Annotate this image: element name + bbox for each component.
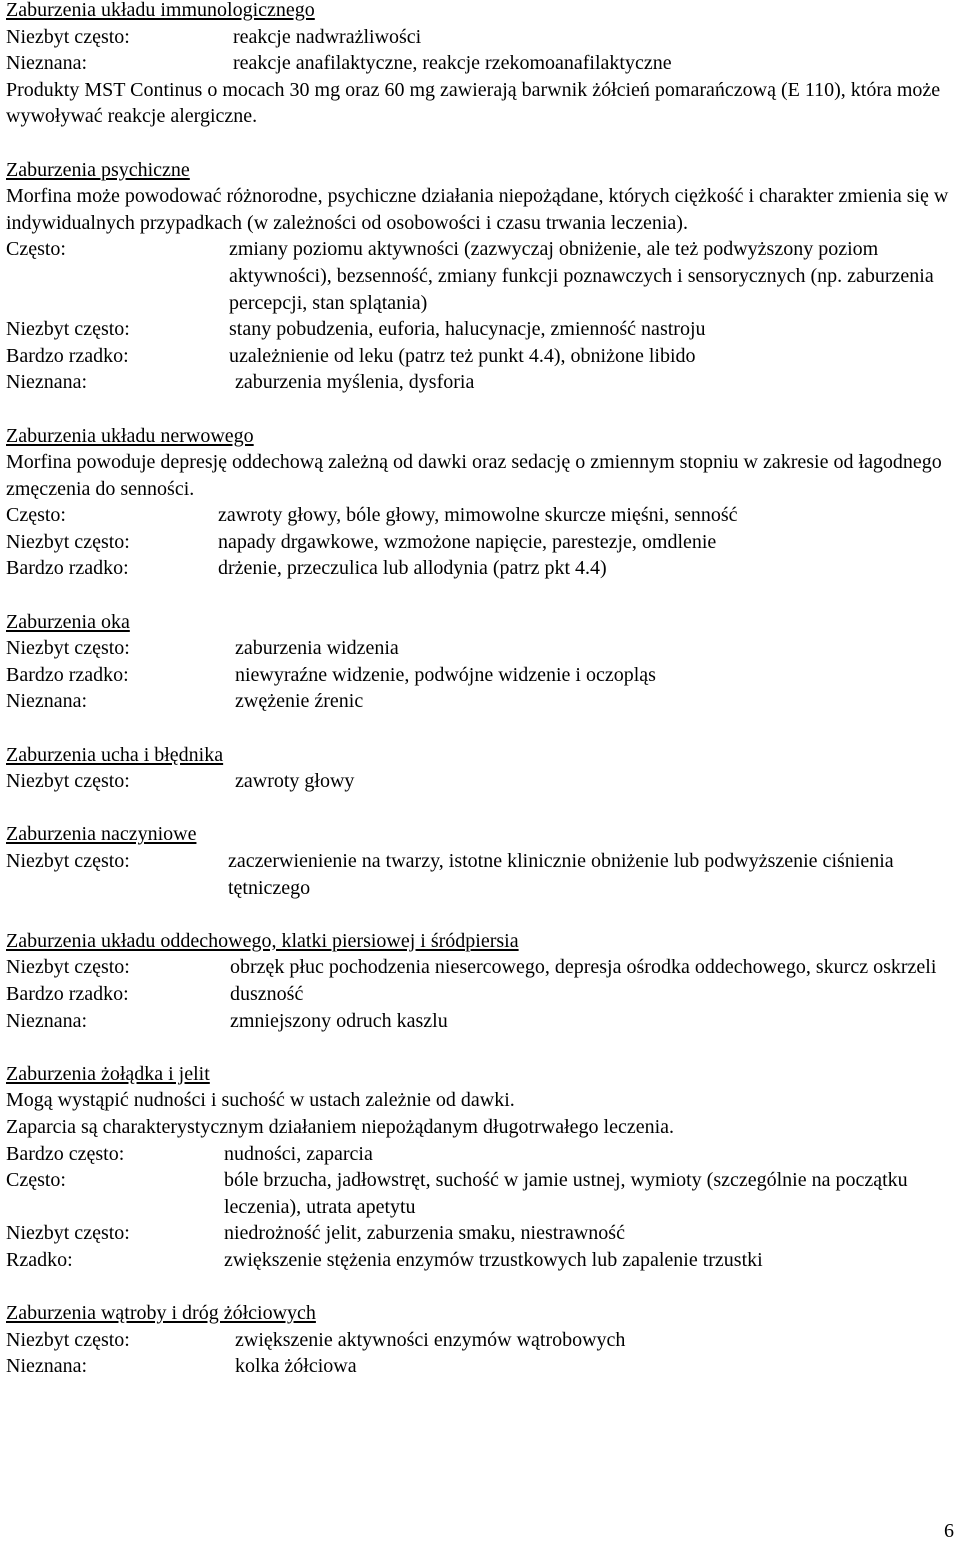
frequency-row bbox=[6, 369, 956, 396]
effect-text: reakcje nadwrażliwości bbox=[233, 25, 422, 48]
section-heading: Zaburzenia oka bbox=[6, 610, 130, 633]
document-body bbox=[6, 0, 956, 1380]
frequency-row bbox=[6, 1008, 956, 1035]
section-heading: Zaburzenia żołądka i jelit bbox=[6, 1062, 210, 1085]
paragraph: Produkty MST Continus o mocach 30 mg oraz 60 mg zawierają barwnik żółcień pomarańczową (E 110), która może wywoływać reakcje alergiczne. bbox=[6, 78, 941, 128]
section-vascular bbox=[6, 821, 956, 901]
frequency-row bbox=[6, 50, 956, 77]
section-hepatobiliary bbox=[6, 1300, 956, 1380]
frequency-label: Bardzo często: bbox=[6, 1142, 125, 1165]
frequency-row bbox=[6, 316, 956, 343]
section-heading: Zaburzenia ucha i błędnika bbox=[6, 743, 224, 766]
frequency-row bbox=[6, 529, 956, 556]
frequency-row bbox=[6, 848, 956, 901]
effect-text: nudności, zaparcia bbox=[224, 1142, 373, 1165]
frequency-row bbox=[6, 688, 956, 715]
frequency-label: Bardzo rzadko: bbox=[6, 663, 129, 686]
section-eye bbox=[6, 609, 956, 715]
frequency-label: Niezbyt często: bbox=[6, 25, 130, 48]
section-heading: Zaburzenia psychiczne bbox=[6, 158, 190, 181]
frequency-label: Rzadko: bbox=[6, 1248, 73, 1271]
frequency-label: Niezbyt często: bbox=[6, 530, 130, 553]
section-heading: Zaburzenia wątroby i dróg żółciowych bbox=[6, 1302, 316, 1325]
frequency-label: Często: bbox=[6, 238, 66, 261]
section-heading: Zaburzenia układu oddechowego, klatki piersiowej i śródpiersia bbox=[6, 929, 519, 952]
effect-text: zmniejszony odruch kaszlu bbox=[230, 1009, 448, 1032]
paragraph: Mogą wystąpić nudności i suchość w ustach zależnie od dawki. bbox=[6, 1089, 515, 1112]
frequency-row bbox=[6, 1327, 956, 1354]
effect-text: obrzęk płuc pochodzenia niesercowego, depresja ośrodka oddechowego, skurcz oskrzeli bbox=[230, 956, 937, 979]
frequency-row bbox=[6, 768, 956, 795]
effect-text: zaburzenia myślenia, dysforia bbox=[235, 371, 475, 394]
effect-text: zwiększenie aktywności enzymów wątrobowych bbox=[235, 1328, 626, 1351]
frequency-row bbox=[6, 1220, 956, 1247]
section-psychiatric bbox=[6, 157, 956, 396]
effect-text: stany pobudzenia, euforia, halucynacje, zmienność nastroju bbox=[229, 318, 706, 341]
frequency-row bbox=[6, 635, 956, 662]
section-heading: Zaburzenia układu nerwowego bbox=[6, 424, 254, 447]
frequency-row bbox=[6, 981, 956, 1008]
section-respiratory bbox=[6, 928, 956, 1034]
paragraph: Morfina może powodować różnorodne, psychiczne działania niepożądane, których ciężkość i charakter zmienia się w indywidualnych przypadkach (w zależności od osobowości i czasu trwania leczenia). bbox=[6, 185, 949, 234]
frequency-label: Nieznana: bbox=[6, 1355, 88, 1378]
effect-text: kolka żółciowa bbox=[235, 1355, 357, 1378]
frequency-label: Niezbyt często: bbox=[6, 1222, 130, 1245]
section-heading: Zaburzenia naczyniowe bbox=[6, 823, 197, 846]
effect-text: reakcje anafilaktyczne, reakcje rzekomoanafilaktyczne bbox=[233, 52, 672, 75]
paragraph: Zaparcia są charakterystycznym działaniem niepożądanym długotrwałego leczenia. bbox=[6, 1115, 675, 1138]
effect-text: duszność bbox=[230, 982, 304, 1005]
frequency-label: Bardzo rzadko: bbox=[6, 982, 129, 1005]
section-nervous bbox=[6, 423, 956, 583]
page-number: 6 bbox=[944, 1520, 954, 1542]
frequency-row bbox=[6, 954, 956, 981]
frequency-row bbox=[6, 1167, 956, 1220]
frequency-label: Niezbyt często: bbox=[6, 956, 130, 979]
effect-text: bóle brzucha, jadłowstręt, suchość w jamie ustnej, wymioty (szczególnie na początku leczenia), utrata apetytu bbox=[224, 1169, 908, 1218]
frequency-row bbox=[6, 1141, 956, 1168]
effect-text: zmiany poziomu aktywności (zazwyczaj obniżenie, ale też podwyższony poziom aktywności), bezsenność, zmiany funkcji poznawczych i sensorycznych (np. zaburzenia percepcji, stan splątania) bbox=[229, 238, 934, 314]
effect-text: uzależnienie od leku (patrz też punkt 4.4), obniżone libido bbox=[229, 344, 696, 367]
effect-text: niedrożność jelit, zaburzenia smaku, niestrawność bbox=[224, 1222, 625, 1245]
effect-text: drżenie, przeczulica lub allodynia (patrz pkt 4.4) bbox=[218, 557, 607, 580]
frequency-row bbox=[6, 24, 956, 51]
effect-text: zaczerwienienie na twarzy, istotne klinicznie obniżenie lub podwyższenie ciśnienia tętniczego bbox=[228, 850, 894, 899]
section-heading: Zaburzenia układu immunologicznego bbox=[6, 0, 315, 21]
frequency-label: Często: bbox=[6, 1169, 66, 1192]
effect-text: zaburzenia widzenia bbox=[235, 637, 399, 660]
effect-text: zwiększenie stężenia enzymów trzustkowych lub zapalenie trzustki bbox=[224, 1248, 763, 1271]
frequency-label: Nieznana: bbox=[6, 690, 88, 713]
frequency-row bbox=[6, 502, 956, 529]
effect-text: niewyraźne widzenie, podwójne widzenie i oczopląs bbox=[235, 663, 656, 686]
section-ear bbox=[6, 742, 956, 795]
frequency-label: Niezbyt często: bbox=[6, 1328, 130, 1351]
frequency-label: Bardzo rzadko: bbox=[6, 557, 129, 580]
frequency-row bbox=[6, 236, 956, 316]
frequency-row bbox=[6, 1353, 956, 1380]
frequency-row bbox=[6, 662, 956, 689]
frequency-label: Niezbyt często: bbox=[6, 318, 130, 341]
frequency-label: Niezbyt często: bbox=[6, 850, 130, 872]
frequency-row bbox=[6, 555, 956, 582]
frequency-label: Nieznana: bbox=[6, 1009, 88, 1032]
section-gastrointestinal bbox=[6, 1061, 956, 1274]
frequency-label: Nieznana: bbox=[6, 371, 88, 394]
frequency-label: Bardzo rzadko: bbox=[6, 344, 129, 367]
frequency-row bbox=[6, 1247, 956, 1274]
effect-text: zwężenie źrenic bbox=[235, 690, 364, 713]
paragraph: Morfina powoduje depresję oddechową zależną od dawki oraz sedację o zmiennym stopniu w zakresie od łagodnego zmęczenia do senności. bbox=[6, 451, 942, 500]
frequency-row bbox=[6, 343, 956, 370]
section-immune bbox=[6, 0, 956, 130]
effect-text: zawroty głowy, bóle głowy, mimowolne skurcze mięśni, senność bbox=[218, 504, 738, 527]
frequency-label: Niezbyt często: bbox=[6, 770, 130, 793]
frequency-label: Często: bbox=[6, 504, 66, 527]
frequency-label: Niezbyt często: bbox=[6, 637, 130, 660]
frequency-label: Nieznana: bbox=[6, 52, 88, 75]
effect-text: napady drgawkowe, wzmożone napięcie, parestezje, omdlenie bbox=[218, 530, 717, 553]
effect-text: zawroty głowy bbox=[235, 770, 355, 793]
